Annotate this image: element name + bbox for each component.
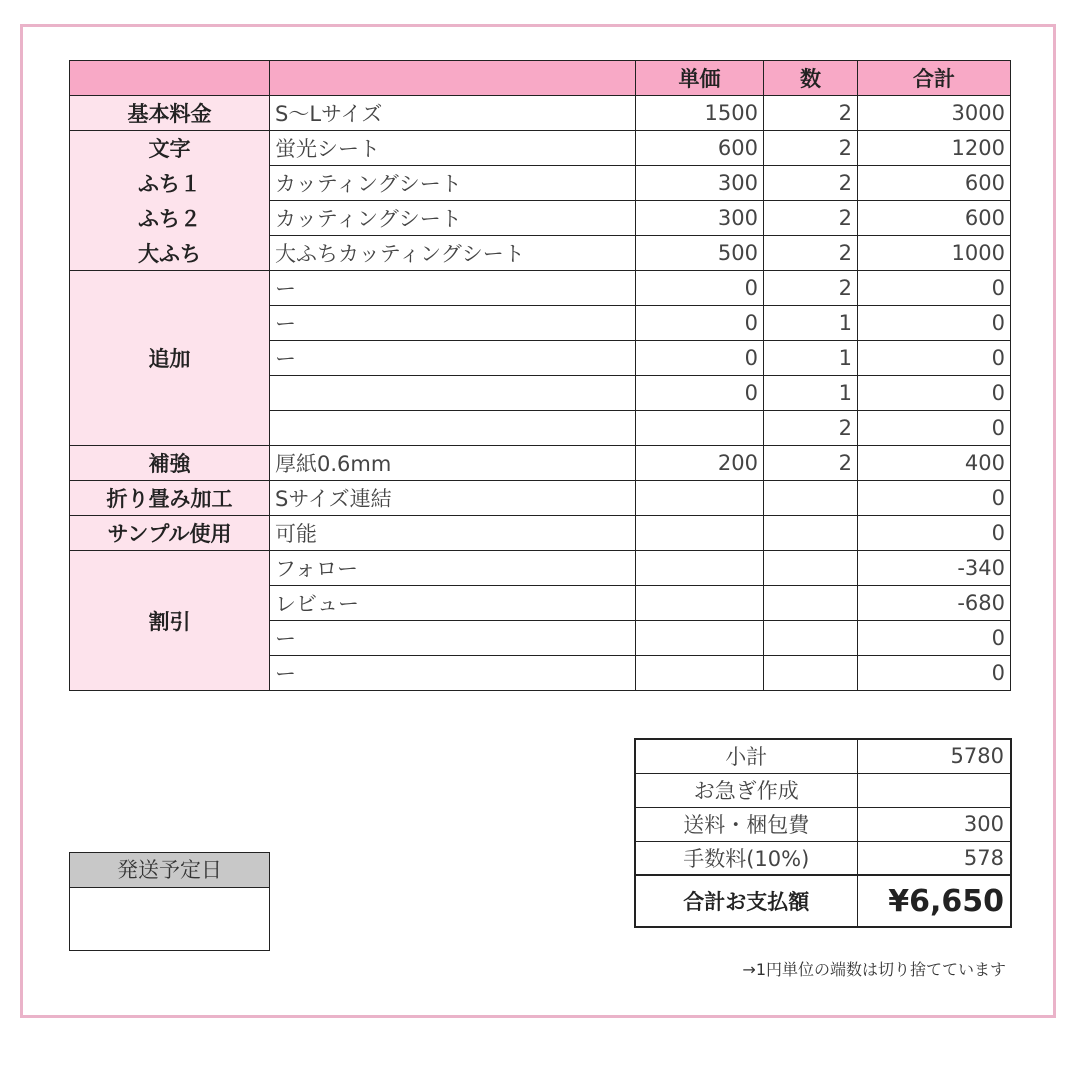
total-cell: 0 [858,306,1011,341]
grand-total-value: ¥6,650 [857,875,1011,927]
qty-cell [764,551,858,586]
summary-row-subtotal [635,739,1011,773]
qty-cell: 2 [764,236,858,271]
total-cell: 0 [858,656,1011,691]
rounding-note: →1円単位の端数は切り捨てています [742,960,1006,979]
ship-date-label: 発送予定日 [70,853,269,888]
table-row [70,166,1011,201]
total-cell: 400 [858,446,1011,481]
ship-date-box [69,852,270,951]
item-cell: カッティングシート [270,166,636,201]
qty-cell: 1 [764,341,858,376]
item-cell: ー [270,621,636,656]
subtotal-value: 5780 [857,739,1011,773]
total-cell: -340 [858,551,1011,586]
qty-cell [764,516,858,551]
item-cell: ー [270,306,636,341]
total-cell: 0 [858,621,1011,656]
header-total: 合計 [858,61,1011,96]
fee-value: 578 [857,841,1011,875]
item-cell [270,411,636,446]
qty-cell: 2 [764,131,858,166]
subtotal-label: 小計 [635,739,857,773]
total-cell: 0 [858,341,1011,376]
qty-cell: 2 [764,446,858,481]
shipping-value: 300 [857,807,1011,841]
total-cell: 600 [858,166,1011,201]
item-cell: 可能 [270,516,636,551]
price-cell [636,411,764,446]
category-cell: ふち２ [70,201,270,236]
price-cell: 300 [636,166,764,201]
total-cell: 0 [858,516,1011,551]
item-cell: 蛍光シート [270,131,636,166]
category-cell: 補強 [70,446,270,481]
table-row [70,236,1011,271]
price-cell: 0 [636,376,764,411]
item-cell: ー [270,656,636,691]
qty-cell: 2 [764,271,858,306]
category-cell: 割引 [70,551,270,691]
price-table [69,60,1011,691]
summary-row-shipping [635,807,1011,841]
total-cell: 1000 [858,236,1011,271]
header-qty: 数 [764,61,858,96]
header-unit-price: 単価 [636,61,764,96]
qty-cell [764,481,858,516]
total-cell: 600 [858,201,1011,236]
table-row [70,481,1011,516]
summary-row-rush [635,773,1011,807]
header-item [270,61,636,96]
category-cell: 文字 [70,131,270,166]
table-row [70,446,1011,481]
qty-cell [764,621,858,656]
ship-date-value [70,888,269,950]
item-cell: フォロー [270,551,636,586]
price-cell [636,621,764,656]
qty-cell: 2 [764,201,858,236]
price-cell [636,481,764,516]
fee-label: 手数料(10%) [635,841,857,875]
category-cell: サンプル使用 [70,516,270,551]
item-cell: 厚紙0.6mm [270,446,636,481]
table-row [70,201,1011,236]
category-cell: ふち１ [70,166,270,201]
item-cell: S〜Lサイズ [270,96,636,131]
grand-total-label: 合計お支払額 [635,875,857,927]
summary-row-fee [635,841,1011,875]
qty-cell: 2 [764,411,858,446]
category-cell: 大ふち [70,236,270,271]
total-cell: 0 [858,271,1011,306]
price-cell [636,551,764,586]
price-cell: 300 [636,201,764,236]
item-cell: ー [270,341,636,376]
price-cell: 0 [636,271,764,306]
header-category [70,61,270,96]
qty-cell: 2 [764,96,858,131]
category-cell: 追加 [70,271,270,446]
total-cell: 1200 [858,131,1011,166]
qty-cell [764,586,858,621]
price-cell [636,586,764,621]
item-cell: ー [270,271,636,306]
price-cell: 500 [636,236,764,271]
total-cell: 0 [858,481,1011,516]
item-cell: レビュー [270,586,636,621]
qty-cell: 2 [764,166,858,201]
price-cell: 1500 [636,96,764,131]
total-cell: 3000 [858,96,1011,131]
price-cell [636,656,764,691]
table-row [70,96,1011,131]
item-cell [270,376,636,411]
summary-table [634,738,1012,928]
table-row [70,131,1011,166]
price-cell: 200 [636,446,764,481]
total-cell: 0 [858,411,1011,446]
qty-cell: 1 [764,376,858,411]
rush-label: お急ぎ作成 [635,773,857,807]
item-cell: カッティングシート [270,201,636,236]
qty-cell: 1 [764,306,858,341]
category-cell: 基本料金 [70,96,270,131]
item-cell: 大ふちカッティングシート [270,236,636,271]
price-cell [636,516,764,551]
table-row [70,551,1011,586]
summary-row-grand-total [635,875,1011,927]
price-cell: 0 [636,306,764,341]
category-cell: 折り畳み加工 [70,481,270,516]
table-row [70,516,1011,551]
header-row [70,61,1011,96]
qty-cell [764,656,858,691]
rush-value [857,773,1011,807]
price-cell: 0 [636,341,764,376]
shipping-label: 送料・梱包費 [635,807,857,841]
table-row [70,271,1011,306]
total-cell: -680 [858,586,1011,621]
item-cell: Sサイズ連結 [270,481,636,516]
price-cell: 600 [636,131,764,166]
total-cell: 0 [858,376,1011,411]
